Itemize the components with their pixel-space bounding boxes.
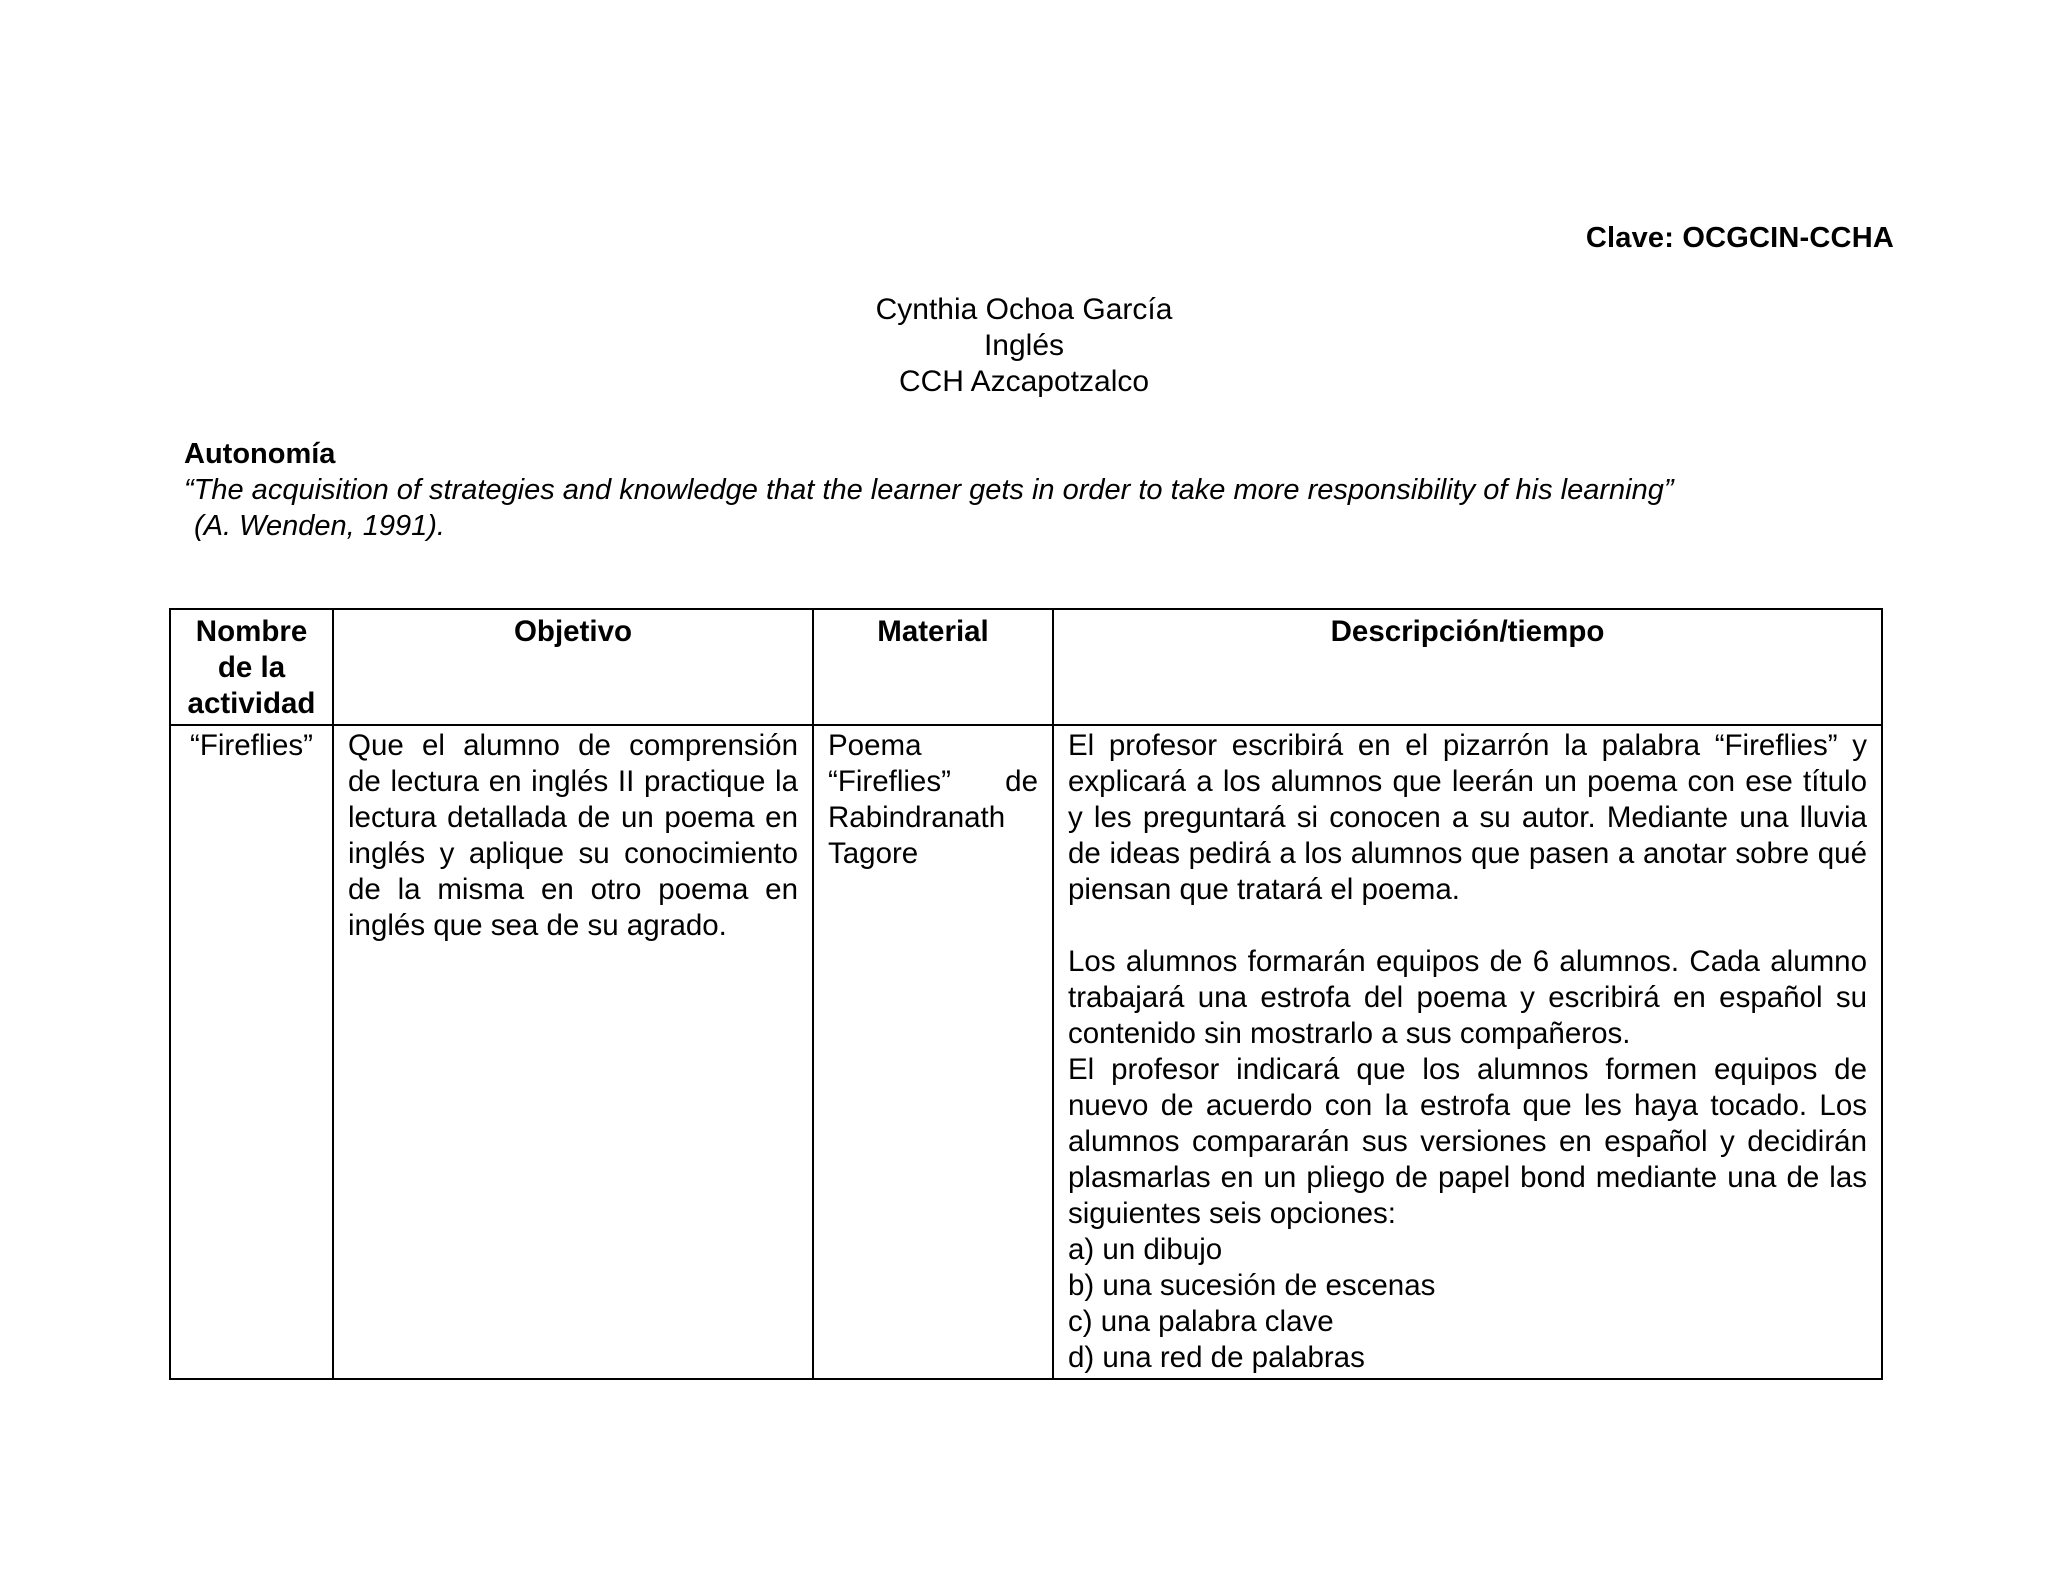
description-paragraph-1: El profesor escribirá en el pizarrón la palabra “Fireflies” y explicará a los alumnos que leerán un poema con ese título y les preguntará si conocen a su autor. Mediante una lluvia de ideas pedirá a los alumnos que pasen a anotar sobre qué piensan que tratará el poema.: [1068, 729, 1867, 906]
school-name: CCH Azcapotzalco: [898, 365, 1150, 398]
activities-table: [169, 608, 1883, 1380]
header-description: Descripción/tiempo: [1053, 609, 1882, 725]
cell-objective: Que el alumno de comprensión de lectura en inglés II practique la lectura detallada de un poema en inglés y aplique su conocimiento de la misma en otro poema en inglés que sea de su agrado.: [333, 725, 813, 1379]
description-option-c: c) una palabra clave: [1068, 1305, 1334, 1338]
description-paragraph-2: Los alumnos formarán equipos de 6 alumnos. Cada alumno trabajará una estrofa del poema y escribirá en español su contenido sin mostrarlo a sus compañeros.: [1068, 945, 1867, 1050]
subject-name: Inglés: [983, 329, 1065, 362]
header-objective: Objetivo: [333, 609, 813, 725]
description-paragraph-3: El profesor indicará que los alumnos formen equipos de nuevo de acuerdo con la estrofa que les haya tocado. Los alumnos compararán sus versiones en español y decidirán plasmarlas en un pliego de papel bond mediante una de las siguientes seis opciones:: [1068, 1053, 1867, 1230]
description-option-d: d) una red de palabras: [1068, 1341, 1365, 1374]
table-row: [170, 725, 1882, 1379]
author-block: [0, 292, 2048, 400]
description-option-b: b) una sucesión de escenas: [1068, 1269, 1436, 1302]
description-option-a: a) un dibujo: [1068, 1233, 1223, 1266]
table-header-row: [170, 609, 1882, 725]
cell-description: [1053, 725, 1882, 1379]
header-material: Material: [813, 609, 1053, 725]
author-name: Cynthia Ochoa García: [875, 293, 1173, 326]
autonomia-section: [184, 436, 1673, 544]
header-activity-name: Nombre de la actividad: [170, 609, 333, 725]
cell-activity-name: “Fireflies”: [170, 725, 333, 1379]
autonomia-quote: “The acquisition of strategies and knowledge that the learner gets in order to take more responsibility of his learning”: [184, 474, 1674, 506]
autonomia-title: Autonomía: [184, 438, 336, 470]
autonomia-citation: (A. Wenden, 1991).: [194, 510, 445, 542]
cell-material: Poema “Fireflies” de Rabindranath Tagore: [813, 725, 1053, 1379]
clave-code: Clave: OCGCIN-CCHA: [1585, 222, 1894, 254]
